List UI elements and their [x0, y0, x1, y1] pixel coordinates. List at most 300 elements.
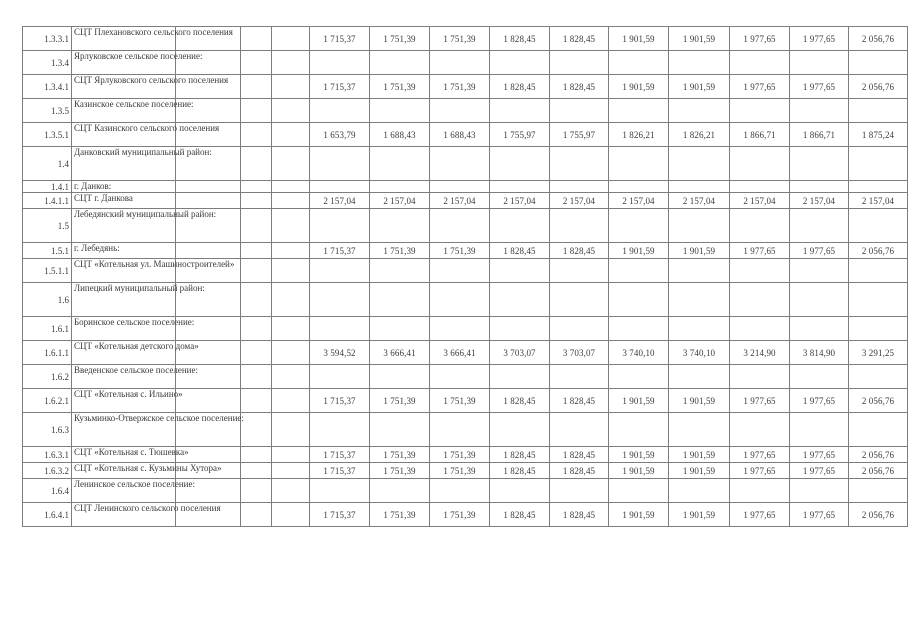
- tariff-value: [550, 317, 609, 341]
- tariff-value: [310, 365, 370, 389]
- empty-cell: [272, 341, 310, 365]
- row-number: 1.6.2: [23, 365, 72, 389]
- table-row: [23, 503, 908, 527]
- row-name: Ленинское сельское поселение:: [72, 479, 176, 503]
- empty-cell: [272, 463, 310, 479]
- tariff-value: [669, 181, 730, 193]
- tariff-value: [430, 99, 490, 123]
- row-name: СЦТ Ярлуковского сельского поселения: [72, 75, 176, 99]
- tariff-value: [550, 283, 609, 317]
- tariff-value: 2 157,04: [730, 193, 790, 209]
- table-row: [23, 75, 908, 99]
- tariff-value: 1 828,45: [550, 389, 609, 413]
- tariff-value: 1 828,45: [490, 243, 550, 259]
- tariff-value: 1 751,39: [430, 503, 490, 527]
- row-name: г. Данков:: [72, 181, 176, 193]
- table-row: [23, 51, 908, 75]
- tariff-value: 1 751,39: [370, 447, 430, 463]
- table-row: [23, 243, 908, 259]
- tariff-value: [669, 259, 730, 283]
- tariff-value: 2 056,76: [849, 27, 908, 51]
- empty-cell: [241, 413, 272, 447]
- row-number: 1.6.4.1: [23, 503, 72, 527]
- row-name: СЦТ «Котельная с. Тюшевка»: [72, 447, 176, 463]
- tariff-value: 2 157,04: [430, 193, 490, 209]
- table-row: [23, 463, 908, 479]
- empty-cell: [272, 503, 310, 527]
- tariff-value: 3 703,07: [490, 341, 550, 365]
- tariff-value: [730, 209, 790, 243]
- tariff-value: [550, 209, 609, 243]
- tariff-value: 1 751,39: [370, 503, 430, 527]
- tariff-value: 1 977,65: [790, 75, 849, 99]
- tariff-value: 1 653,79: [310, 123, 370, 147]
- tariff-value: [669, 317, 730, 341]
- tariff-value: [370, 283, 430, 317]
- tariff-value: 1 901,59: [669, 447, 730, 463]
- empty-cell: [241, 283, 272, 317]
- empty-cell: [272, 123, 310, 147]
- tariff-value: [609, 479, 669, 503]
- tariff-value: 1 828,45: [550, 27, 609, 51]
- empty-cell: [241, 99, 272, 123]
- tariff-value: 1 977,65: [790, 243, 849, 259]
- tariff-value: [849, 479, 908, 503]
- empty-cell: [272, 243, 310, 259]
- tariff-value: [370, 99, 430, 123]
- tariff-value: [430, 413, 490, 447]
- tariff-value: 1 977,65: [730, 389, 790, 413]
- empty-cell: [272, 479, 310, 503]
- tariff-value: [490, 317, 550, 341]
- tariff-value: 1 901,59: [669, 27, 730, 51]
- tariff-value: 1 866,71: [790, 123, 849, 147]
- tariff-value: [310, 317, 370, 341]
- tariff-value: [609, 317, 669, 341]
- tariff-value: 3 740,10: [609, 341, 669, 365]
- tariff-value: [430, 259, 490, 283]
- tariff-value: [669, 365, 730, 389]
- tariff-value: [730, 479, 790, 503]
- table-row: [23, 259, 908, 283]
- empty-cell: [241, 341, 272, 365]
- tariff-value: [849, 259, 908, 283]
- table-row: [23, 317, 908, 341]
- tariff-value: 1 828,45: [550, 243, 609, 259]
- tariff-value: 1 828,45: [550, 447, 609, 463]
- tariff-value: 1 828,45: [550, 503, 609, 527]
- tariff-value: [790, 147, 849, 181]
- tariff-value: [609, 51, 669, 75]
- tariff-value: 1 751,39: [370, 463, 430, 479]
- tariff-value: [730, 413, 790, 447]
- tariff-value: [430, 51, 490, 75]
- empty-cell: [241, 75, 272, 99]
- tariff-value: [370, 479, 430, 503]
- tariff-value: [310, 413, 370, 447]
- tariff-value: [490, 283, 550, 317]
- table-row: [23, 389, 908, 413]
- empty-cell: [241, 503, 272, 527]
- table-row: [23, 447, 908, 463]
- table-row: [23, 413, 908, 447]
- table-row: [23, 479, 908, 503]
- tariff-value: 1 755,97: [550, 123, 609, 147]
- table-row: [23, 209, 908, 243]
- tariff-value: 1 828,45: [550, 75, 609, 99]
- row-name: Кузьминко-Отвержское сельское поселение:: [72, 413, 176, 447]
- tariff-value: [430, 147, 490, 181]
- tariff-value: [730, 283, 790, 317]
- tariff-value: [550, 365, 609, 389]
- tariff-value: 1 977,65: [790, 27, 849, 51]
- tariff-value: 1 875,24: [849, 123, 908, 147]
- empty-cell: [272, 209, 310, 243]
- tariff-value: [609, 147, 669, 181]
- tariff-value: [790, 209, 849, 243]
- row-number: 1.3.4.1: [23, 75, 72, 99]
- tariff-value: [430, 365, 490, 389]
- tariff-value: 1 828,45: [490, 463, 550, 479]
- tariff-value: [430, 209, 490, 243]
- tariff-value: 1 751,39: [430, 27, 490, 51]
- tariff-value: [790, 413, 849, 447]
- tariff-value: 2 056,76: [849, 447, 908, 463]
- tariff-value: [550, 51, 609, 75]
- tariff-value: 1 977,65: [790, 389, 849, 413]
- tariff-value: [430, 283, 490, 317]
- tariff-value: 1 977,65: [730, 463, 790, 479]
- tariff-value: [490, 365, 550, 389]
- tariff-value: [550, 147, 609, 181]
- tariff-value: [490, 181, 550, 193]
- tariff-value: 1 715,37: [310, 243, 370, 259]
- empty-cell: [241, 123, 272, 147]
- tariff-value: 1 977,65: [790, 463, 849, 479]
- row-name: СЦТ Ленинского сельского поселения: [72, 503, 176, 527]
- empty-cell: [272, 447, 310, 463]
- tariff-value: [310, 479, 370, 503]
- tariff-value: [490, 209, 550, 243]
- empty-cell: [272, 147, 310, 181]
- empty-cell: [176, 243, 241, 259]
- tariff-value: [609, 181, 669, 193]
- tariff-value: 2 157,04: [550, 193, 609, 209]
- tariff-value: [669, 413, 730, 447]
- tariff-value: [730, 99, 790, 123]
- empty-cell: [272, 389, 310, 413]
- row-name: СЦТ «Котельная ул. Машиностроителей»: [72, 259, 176, 283]
- tariff-value: 1 977,65: [730, 75, 790, 99]
- tariff-value: 1 828,45: [490, 27, 550, 51]
- tariff-value: 3 740,10: [669, 341, 730, 365]
- tariff-value: [490, 259, 550, 283]
- tariff-value: 1 715,37: [310, 389, 370, 413]
- empty-cell: [241, 193, 272, 209]
- tariff-value: [430, 181, 490, 193]
- tariff-value: 1 977,65: [730, 447, 790, 463]
- tariff-table-page: [22, 26, 908, 527]
- row-number: 1.5.1.1: [23, 259, 72, 283]
- table-row: [23, 341, 908, 365]
- row-number: 1.6.4: [23, 479, 72, 503]
- tariff-value: 2 157,04: [849, 193, 908, 209]
- tariff-value: 1 751,39: [370, 75, 430, 99]
- table-row: [23, 27, 908, 51]
- tariff-value: [730, 259, 790, 283]
- empty-cell: [272, 317, 310, 341]
- row-number: 1.5.1: [23, 243, 72, 259]
- row-number: 1.4.1.1: [23, 193, 72, 209]
- tariff-value: [669, 147, 730, 181]
- tariff-value: [550, 181, 609, 193]
- tariff-value: 2 157,04: [790, 193, 849, 209]
- tariff-value: 1 901,59: [609, 27, 669, 51]
- table-row: [23, 147, 908, 181]
- tariff-value: 1 977,65: [730, 27, 790, 51]
- tariff-value: 2 056,76: [849, 463, 908, 479]
- tariff-value: 3 666,41: [370, 341, 430, 365]
- empty-cell: [272, 75, 310, 99]
- tariff-value: [310, 51, 370, 75]
- tariff-value: 1 828,45: [490, 389, 550, 413]
- tariff-value: 1 901,59: [669, 243, 730, 259]
- empty-cell: [272, 365, 310, 389]
- tariff-value: [609, 365, 669, 389]
- row-number: 1.4: [23, 147, 72, 181]
- tariff-value: 1 901,59: [609, 75, 669, 99]
- tariff-value: [370, 259, 430, 283]
- tariff-value: [790, 479, 849, 503]
- table-row: [23, 123, 908, 147]
- row-name: СЦТ «Котельная детского дома»: [72, 341, 176, 365]
- tariff-value: 1 828,45: [550, 463, 609, 479]
- tariff-value: [490, 51, 550, 75]
- empty-cell: [241, 147, 272, 181]
- empty-cell: [272, 99, 310, 123]
- row-name: Ярлуковское сельское поселение:: [72, 51, 176, 75]
- tariff-value: [849, 283, 908, 317]
- tariff-value: 1 751,39: [430, 243, 490, 259]
- row-name: Данковский муниципальный район:: [72, 147, 176, 181]
- tariff-value: 3 214,90: [730, 341, 790, 365]
- tariff-value: 1 826,21: [669, 123, 730, 147]
- tariff-value: 2 056,76: [849, 503, 908, 527]
- tariff-value: [550, 259, 609, 283]
- tariff-value: 1 751,39: [430, 463, 490, 479]
- tariff-value: [609, 259, 669, 283]
- tariff-value: 2 157,04: [310, 193, 370, 209]
- tariff-value: 1 901,59: [669, 463, 730, 479]
- table-row: [23, 283, 908, 317]
- tariff-value: 3 594,52: [310, 341, 370, 365]
- tariff-value: 1 828,45: [490, 503, 550, 527]
- tariff-value: 1 715,37: [310, 75, 370, 99]
- tariff-value: 3 291,25: [849, 341, 908, 365]
- empty-cell: [241, 447, 272, 463]
- tariff-value: [790, 51, 849, 75]
- row-number: 1.6.2.1: [23, 389, 72, 413]
- tariff-value: [430, 479, 490, 503]
- table-body: [23, 27, 908, 527]
- tariff-value: [669, 283, 730, 317]
- row-name: Лебедянский муниципальный район:: [72, 209, 176, 243]
- tariff-value: 1 977,65: [790, 447, 849, 463]
- tariff-value: 1 901,59: [609, 389, 669, 413]
- tariff-value: [669, 479, 730, 503]
- empty-cell: [176, 181, 241, 193]
- tariff-value: 1 828,45: [490, 75, 550, 99]
- row-number: 1.6.1.1: [23, 341, 72, 365]
- row-number: 1.6.3.2: [23, 463, 72, 479]
- table-row: [23, 181, 908, 193]
- tariff-value: [790, 181, 849, 193]
- tariff-value: 1 901,59: [609, 503, 669, 527]
- empty-cell: [241, 317, 272, 341]
- tariff-value: 2 157,04: [609, 193, 669, 209]
- tariff-value: [790, 365, 849, 389]
- tariff-value: 1 688,43: [370, 123, 430, 147]
- tariff-value: [730, 317, 790, 341]
- tariff-value: 1 715,37: [310, 447, 370, 463]
- empty-cell: [272, 181, 310, 193]
- tariff-value: 1 751,39: [370, 389, 430, 413]
- tariff-value: 1 715,37: [310, 463, 370, 479]
- tariff-value: 1 751,39: [430, 75, 490, 99]
- row-number: 1.3.5.1: [23, 123, 72, 147]
- row-name: СЦТ Плехановского сельского поселения: [72, 27, 176, 51]
- tariff-value: [609, 283, 669, 317]
- row-name: г. Лебедянь:: [72, 243, 176, 259]
- tariff-value: 1 751,39: [430, 389, 490, 413]
- row-name: Липецкий муниципальный район:: [72, 283, 176, 317]
- tariff-value: [609, 99, 669, 123]
- row-number: 1.3.3.1: [23, 27, 72, 51]
- tariff-value: [310, 209, 370, 243]
- empty-cell: [241, 209, 272, 243]
- tariff-value: [669, 51, 730, 75]
- tariff-value: 1 977,65: [730, 503, 790, 527]
- tariff-value: [609, 209, 669, 243]
- tariff-value: [310, 99, 370, 123]
- tariff-value: [310, 283, 370, 317]
- tariff-value: [370, 365, 430, 389]
- tariff-value: 1 751,39: [430, 447, 490, 463]
- tariff-value: 1 901,59: [669, 75, 730, 99]
- row-number: 1.5: [23, 209, 72, 243]
- empty-cell: [241, 259, 272, 283]
- tariff-value: 1 901,59: [609, 463, 669, 479]
- tariff-value: [310, 147, 370, 181]
- empty-cell: [272, 193, 310, 209]
- tariff-value: 1 828,45: [490, 447, 550, 463]
- tariff-value: [370, 413, 430, 447]
- tariff-value: [849, 317, 908, 341]
- empty-cell: [241, 479, 272, 503]
- tariff-value: 1 826,21: [609, 123, 669, 147]
- tariff-value: 1 901,59: [609, 243, 669, 259]
- tariff-value: [849, 99, 908, 123]
- tariff-value: [790, 317, 849, 341]
- tariff-value: [430, 317, 490, 341]
- row-number: 1.3.5: [23, 99, 72, 123]
- tariff-value: [550, 99, 609, 123]
- tariff-value: [730, 181, 790, 193]
- tariff-value: [790, 99, 849, 123]
- tariff-value: 1 901,59: [669, 503, 730, 527]
- tariff-value: 1 688,43: [430, 123, 490, 147]
- tariff-value: 3 814,90: [790, 341, 849, 365]
- empty-cell: [241, 51, 272, 75]
- tariff-value: [849, 181, 908, 193]
- tariff-value: 1 901,59: [669, 389, 730, 413]
- tariff-value: [849, 51, 908, 75]
- row-number: 1.3.4: [23, 51, 72, 75]
- empty-cell: [272, 413, 310, 447]
- tariff-value: [849, 147, 908, 181]
- tariff-value: [669, 99, 730, 123]
- tariff-value: [609, 413, 669, 447]
- tariff-value: 2 157,04: [669, 193, 730, 209]
- table-row: [23, 365, 908, 389]
- empty-cell: [241, 181, 272, 193]
- row-name: СЦТ Казинского сельского поселения: [72, 123, 176, 147]
- tariff-value: 1 901,59: [609, 447, 669, 463]
- tariff-value: 2 056,76: [849, 389, 908, 413]
- tariff-value: 2 056,76: [849, 75, 908, 99]
- tariff-value: 1 977,65: [790, 503, 849, 527]
- row-name: СЦТ «Котельная с. Ильино»: [72, 389, 176, 413]
- tariff-value: [490, 479, 550, 503]
- tariff-value: [370, 209, 430, 243]
- tariff-value: [490, 147, 550, 181]
- table-row: [23, 193, 908, 209]
- empty-cell: [272, 51, 310, 75]
- table-row: [23, 99, 908, 123]
- empty-cell: [241, 463, 272, 479]
- tariff-value: [490, 413, 550, 447]
- tariff-value: 2 157,04: [370, 193, 430, 209]
- tariff-value: [790, 283, 849, 317]
- tariff-value: [370, 181, 430, 193]
- row-number: 1.6.1: [23, 317, 72, 341]
- tariff-value: [490, 99, 550, 123]
- tariff-value: [849, 365, 908, 389]
- tariff-value: [669, 209, 730, 243]
- tariff-value: 3 703,07: [550, 341, 609, 365]
- empty-cell: [272, 259, 310, 283]
- row-number: 1.4.1: [23, 181, 72, 193]
- tariff-value: [849, 209, 908, 243]
- tariff-value: [790, 259, 849, 283]
- tariff-value: [730, 147, 790, 181]
- row-name: Введенское сельское поселение:: [72, 365, 176, 389]
- empty-cell: [241, 243, 272, 259]
- empty-cell: [272, 283, 310, 317]
- empty-cell: [176, 389, 241, 413]
- tariff-value: 1 866,71: [730, 123, 790, 147]
- tariff-value: 3 666,41: [430, 341, 490, 365]
- tariff-value: 1 751,39: [370, 243, 430, 259]
- row-name: СЦТ «Котельная с. Кузьмины Хутора»: [72, 463, 176, 479]
- tariff-value: 2 056,76: [849, 243, 908, 259]
- empty-cell: [272, 27, 310, 51]
- tariff-value: [550, 479, 609, 503]
- tariff-value: [370, 147, 430, 181]
- row-number: 1.6.3.1: [23, 447, 72, 463]
- row-name: Боринское сельское поселение:: [72, 317, 176, 341]
- empty-cell: [176, 193, 241, 209]
